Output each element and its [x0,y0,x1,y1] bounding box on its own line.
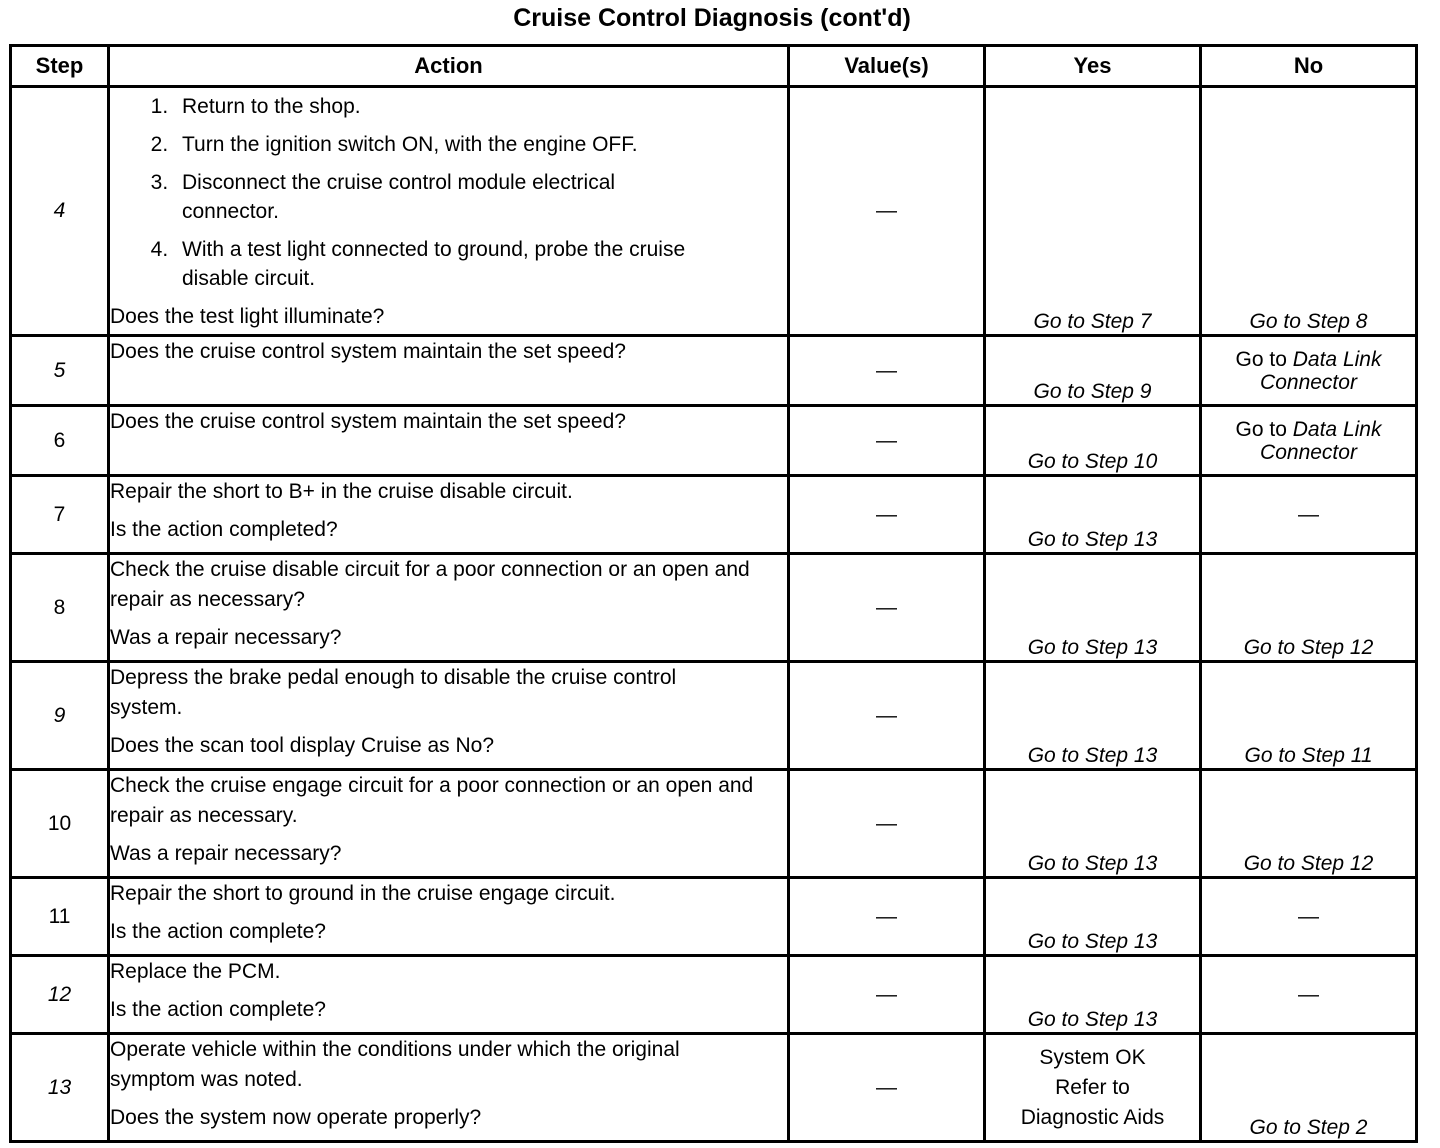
no-cell: — [1201,878,1417,956]
action-text: Repair the short to B+ in the cruise disable circuit. [110,480,573,503]
action-question: Does the system now operate properly? [110,1106,482,1129]
yes-cell: Go to Step 10 [985,406,1201,476]
step-number: 9 [11,662,109,770]
action-question: Does the scan tool display Cruise as No? [110,734,495,757]
action-question: Is the action complete? [110,920,326,943]
action-cell [109,476,789,554]
diagnosis-table [9,44,1418,1143]
no-cell: — [1201,476,1417,554]
value-cell: — [789,1034,985,1142]
action-cell [109,956,789,1034]
yes-cell: Go to Step 7 [985,87,1201,336]
action-text: Operate vehicle within the conditions under which the original symptom was noted. [110,1038,680,1091]
header-row [11,46,1417,87]
action-question: Is the action complete? [110,998,326,1021]
table-row [11,336,1417,406]
no-cell: Go to Step 12 [1201,770,1417,878]
yes-cell: Go to Step 13 [985,476,1201,554]
step-number: 8 [11,554,109,662]
table-row [11,770,1417,878]
header-yes: Yes [985,46,1201,87]
value-cell: — [789,770,985,878]
substep-item: 1. Return to the shop. [174,92,787,121]
table-row [11,1034,1417,1142]
yes-cell: Go to Step 13 [985,662,1201,770]
yes-cell: Go to Step 9 [985,336,1201,406]
action-question: Is the action completed? [110,518,338,541]
action-question: Does the test light illuminate? [110,305,385,328]
step-number: 10 [11,770,109,878]
yes-line-1: System OK [1039,1045,1146,1069]
no-cell: — [1201,956,1417,1034]
no-cell [1201,406,1417,476]
action-question: Does the cruise control system maintain the set speed? [110,410,626,433]
substep-item: 3. Disconnect the cruise control module electrical connector. [174,168,787,226]
table-row [11,406,1417,476]
action-cell [109,662,789,770]
header-step: Step [11,46,109,87]
table-row [11,662,1417,770]
substep-item: 2. Turn the ignition switch ON, with the engine OFF. [174,130,787,159]
action-question: Was a repair necessary? [110,626,342,649]
value-cell: — [789,87,985,336]
yes-cell: Go to Step 13 [985,878,1201,956]
yes-cell [985,1034,1201,1142]
no-cell: Go to Step 2 [1201,1034,1417,1142]
table-row [11,554,1417,662]
yes-cell: Go to Step 13 [985,956,1201,1034]
value-cell: — [789,956,985,1034]
action-question: Was a repair necessary? [110,842,342,865]
action-text: Replace the PCM. [110,960,281,983]
no-cell: Go to Step 8 [1201,87,1417,336]
action-question: Does the cruise control system maintain the set speed? [110,340,626,363]
no-cell: Go to Step 11 [1201,662,1417,770]
step-number: 12 [11,956,109,1034]
step-number: 11 [11,878,109,956]
no-prefix: Go to [1235,347,1287,371]
no-prefix: Go to [1235,417,1287,441]
value-cell: — [789,406,985,476]
no-link: Data Link Connector [1260,347,1382,394]
step-number: 7 [11,476,109,554]
no-link: Data Link Connector [1260,417,1382,464]
no-cell: Go to Step 12 [1201,554,1417,662]
action-cell [109,336,789,406]
action-cell [109,770,789,878]
action-cell [109,554,789,662]
no-cell [1201,336,1417,406]
action-cell [109,406,789,476]
yes-cell: Go to Step 13 [985,554,1201,662]
step-number: 4 [11,87,109,336]
page-title: Cruise Control Diagnosis (cont'd) [513,4,911,32]
action-cell [109,87,789,336]
action-text: Repair the short to ground in the cruise engage circuit. [110,882,616,905]
action-text: Check the cruise engage circuit for a poor connection or an open and repair as necessary. [110,774,754,827]
substep-list [110,92,787,293]
header-no: No [1201,46,1417,87]
header-values: Value(s) [789,46,985,87]
value-cell: — [789,336,985,406]
step-number: 5 [11,336,109,406]
table-row [11,476,1417,554]
action-cell [109,1034,789,1142]
action-text: Depress the brake pedal enough to disable the cruise control system. [110,666,677,719]
yes-line-2: Refer to Diagnostic Aids [1020,1075,1165,1129]
table-row [11,87,1417,336]
header-action: Action [109,46,789,87]
value-cell: — [789,476,985,554]
action-text: Check the cruise disable circuit for a poor connection or an open and repair as necessary? [110,558,750,611]
substep-item: 4. With a test light connected to ground, probe the cruise disable circuit. [174,235,787,293]
value-cell: — [789,554,985,662]
value-cell: — [789,878,985,956]
yes-cell: Go to Step 13 [985,770,1201,878]
step-number: 6 [11,406,109,476]
value-cell: — [789,662,985,770]
table-row [11,878,1417,956]
table-row [11,956,1417,1034]
step-number: 13 [11,1034,109,1142]
action-cell [109,878,789,956]
